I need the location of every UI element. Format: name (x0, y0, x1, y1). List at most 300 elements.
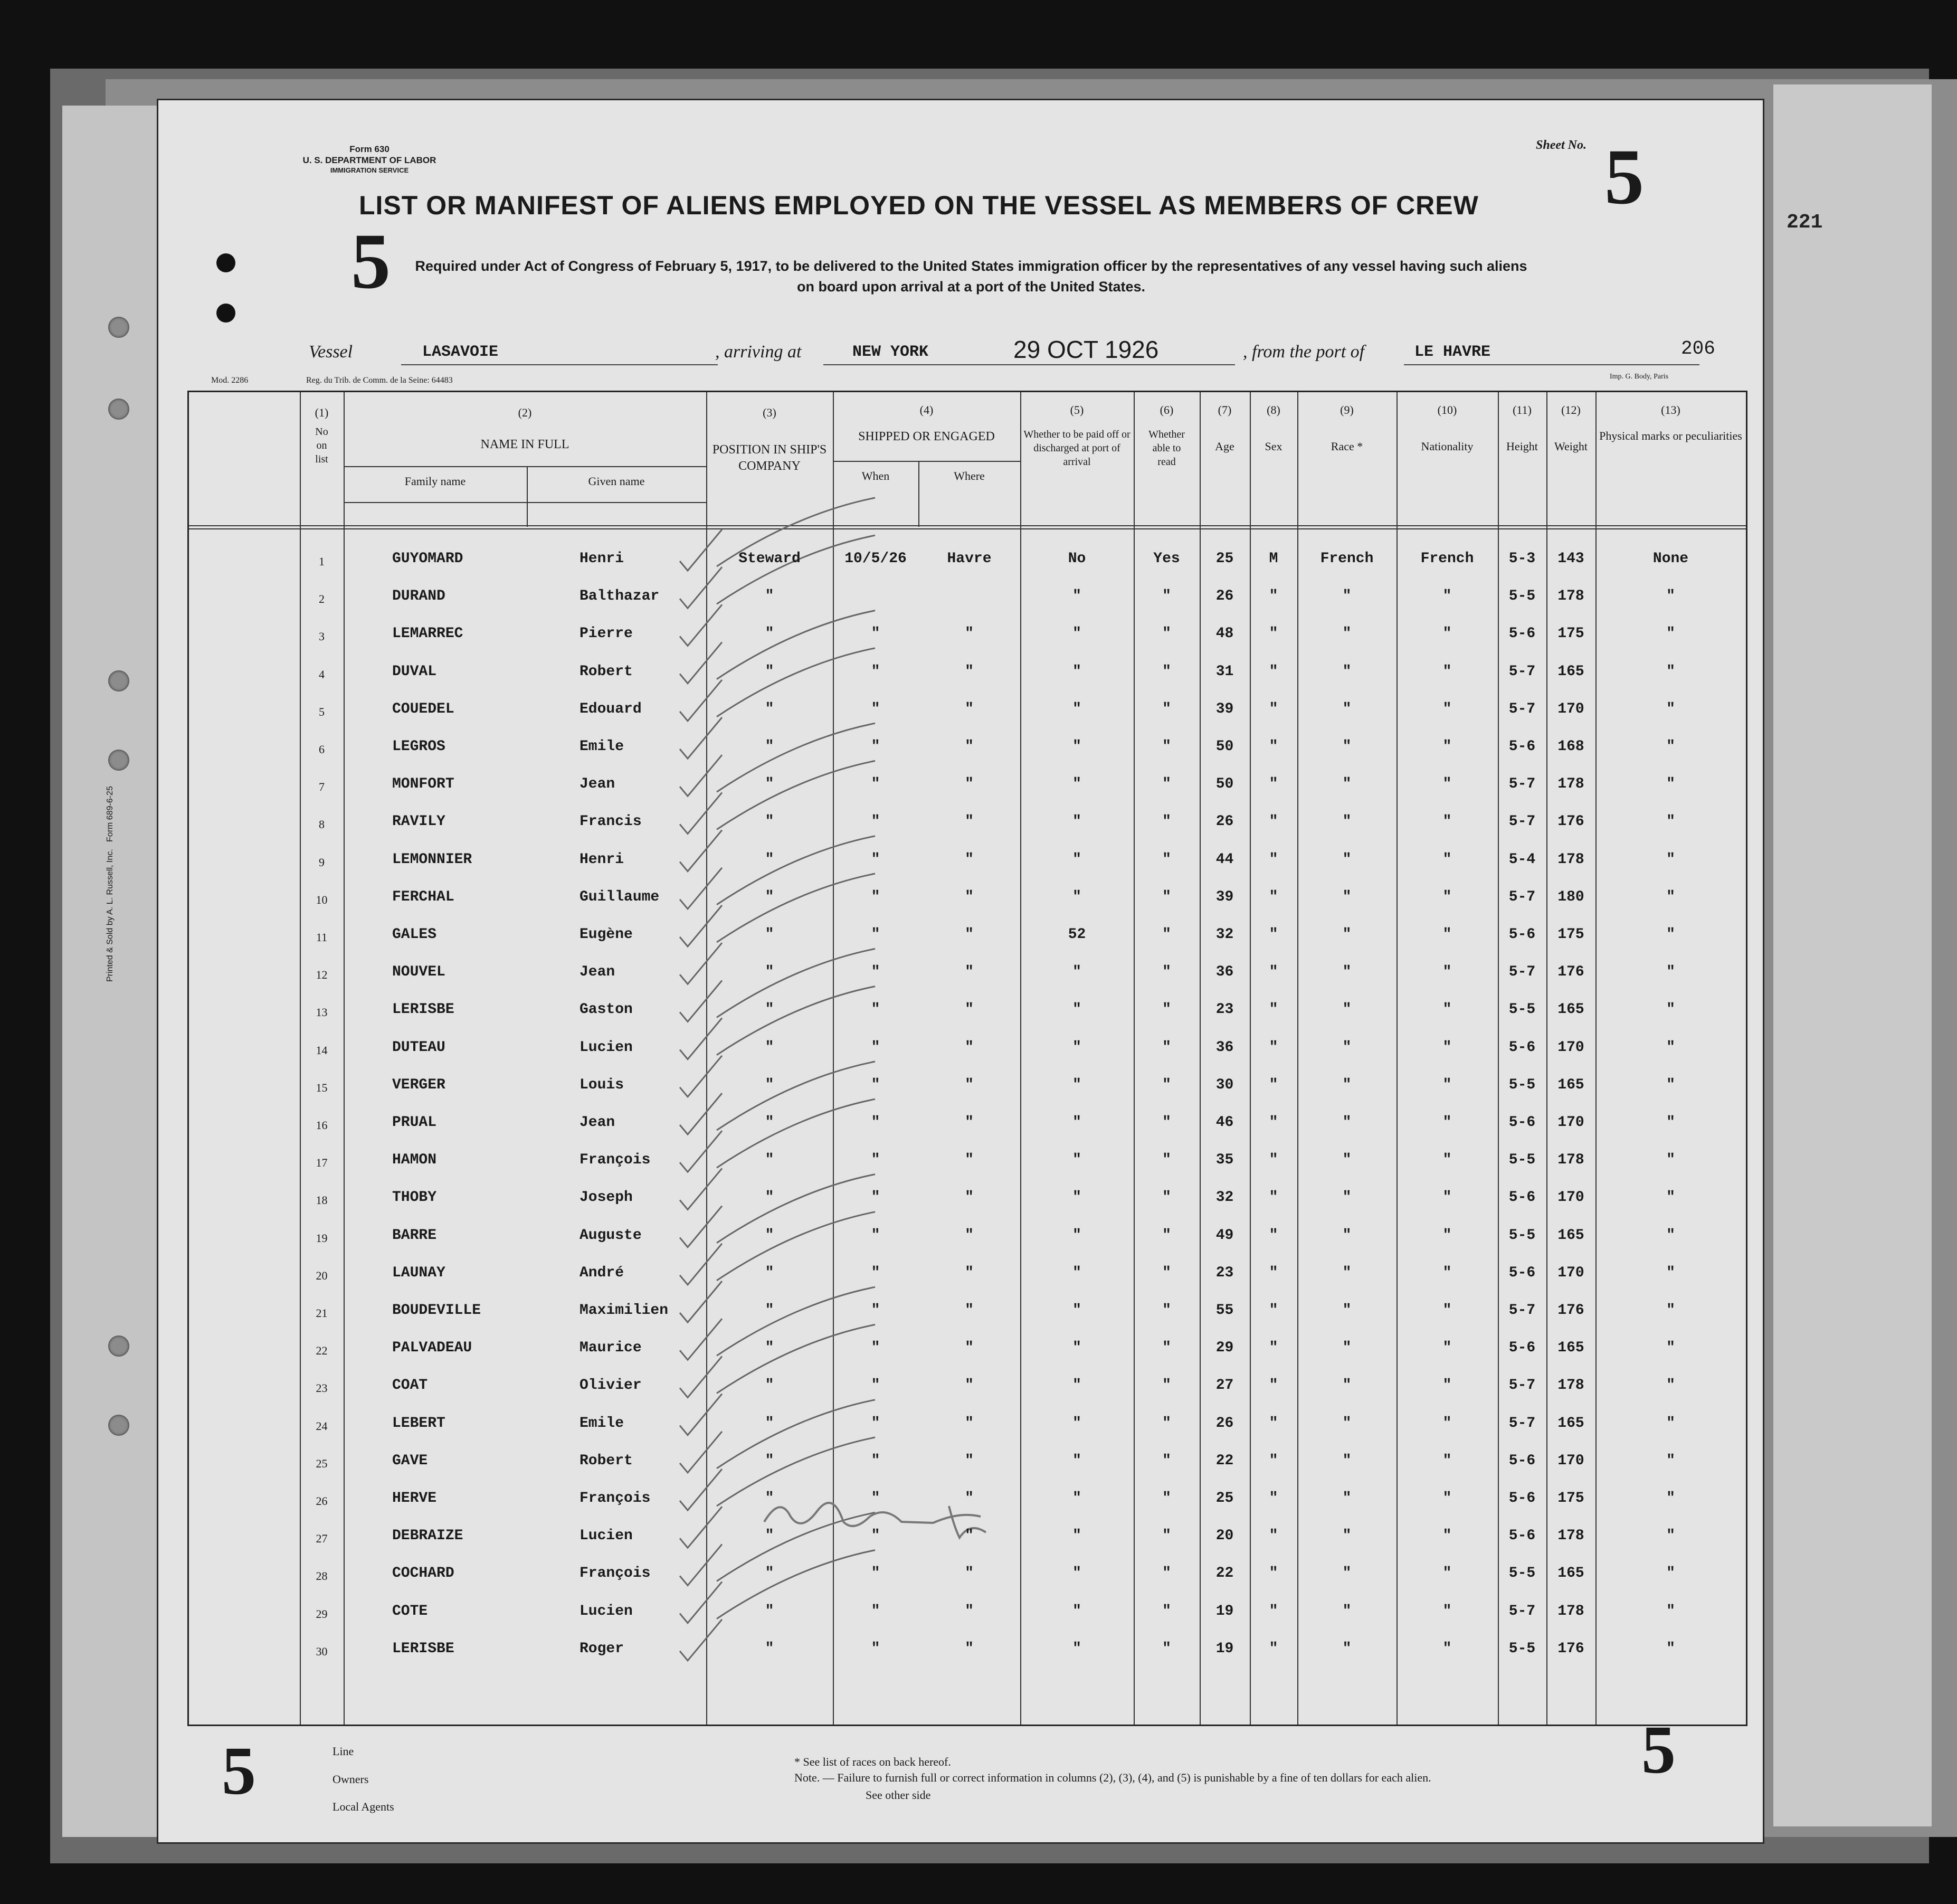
cell-no: 24 (316, 1419, 328, 1433)
sheet-number: 5 (1604, 133, 1644, 221)
cell-physical-marks: " (1666, 626, 1675, 642)
cell-height: 5-7 (1508, 813, 1536, 830)
owners-label: Owners (332, 1773, 369, 1786)
cell-weight: 180 (1557, 888, 1584, 905)
cell-able-to-read: " (1162, 1490, 1171, 1507)
cell-sex: " (1269, 663, 1278, 680)
cell-able-to-read: " (1162, 776, 1171, 793)
cell-able-to-read: " (1162, 1528, 1171, 1545)
col-number: (4) (919, 403, 934, 416)
cell-no: 15 (316, 1081, 328, 1094)
cell-race: " (1342, 1565, 1352, 1582)
cell-sex: " (1269, 1377, 1278, 1394)
col-number: (12) (1561, 403, 1581, 416)
cell-nationality: " (1442, 1114, 1452, 1131)
cell-height: 5-6 (1508, 1490, 1536, 1507)
cell-where: Havre (947, 551, 992, 567)
cell-given-name: François (580, 1565, 651, 1582)
cell-race: " (1342, 663, 1352, 680)
cell-nationality: " (1442, 1640, 1452, 1657)
cell-no: 20 (316, 1268, 328, 1282)
cell-weight: 178 (1557, 1377, 1584, 1394)
cell-where: " (965, 964, 974, 981)
cell-nationality: " (1442, 1152, 1452, 1169)
cell-family-name: COAT (392, 1377, 428, 1394)
arriving-underline (823, 364, 1235, 365)
cell-family-name: LEMONNIER (392, 851, 472, 868)
cell-race: " (1342, 1076, 1352, 1093)
cell-position: " (765, 1603, 774, 1619)
local-agents-label: Local Agents (332, 1800, 394, 1813)
cell-weight: 175 (1557, 1490, 1584, 1507)
cell-physical-marks: " (1666, 964, 1675, 981)
cell-height: 5-7 (1508, 776, 1536, 793)
cell-physical-marks: " (1666, 1302, 1675, 1319)
cell-family-name: DUTEAU (392, 1039, 445, 1056)
cell-family-name: BARRE (392, 1227, 437, 1244)
cell-race: " (1342, 700, 1352, 717)
cell-family-name: COCHARD (392, 1565, 454, 1582)
cell-sex: " (1269, 851, 1278, 868)
cell-nationality: " (1442, 1565, 1452, 1582)
from-underline (1404, 364, 1699, 365)
cell-position: " (765, 1302, 774, 1319)
cell-sex: " (1269, 1528, 1278, 1545)
crew-manifest-table (187, 391, 1747, 1726)
cell-given-name: Auguste (580, 1227, 642, 1244)
cell-no: 4 (319, 667, 325, 681)
cell-physical-marks: " (1666, 1603, 1675, 1619)
cell-position: " (765, 1565, 774, 1582)
cell-position: " (765, 700, 774, 717)
cell-weight: 178 (1557, 1603, 1584, 1619)
cell-paid-off: " (1072, 1528, 1081, 1545)
cell-age: 39 (1215, 700, 1234, 717)
cell-no: 28 (316, 1569, 328, 1583)
cell-weight: 170 (1557, 1189, 1584, 1206)
cell-paid-off: " (1072, 738, 1081, 755)
cell-family-name: COTE (392, 1603, 428, 1619)
cell-able-to-read: " (1162, 626, 1171, 642)
cell-able-to-read: " (1162, 738, 1171, 755)
side-print-text: Printed & Sold by A. L. Russell, Inc. (106, 849, 115, 982)
vessel-label: Vessel (309, 342, 353, 362)
cell-physical-marks: " (1666, 1039, 1675, 1056)
cell-age: 26 (1215, 813, 1234, 830)
cell-physical-marks: " (1666, 1189, 1675, 1206)
punch-hole (108, 399, 129, 420)
cell-position: " (765, 851, 774, 868)
cell-physical-marks: " (1666, 700, 1675, 717)
cell-nationality: " (1442, 851, 1452, 868)
cell-nationality: " (1442, 964, 1452, 981)
cell-where: " (965, 1076, 974, 1093)
cell-physical-marks: " (1666, 851, 1675, 868)
sheet-label: Sheet No. (1536, 138, 1586, 152)
col-given-header: Given name (588, 475, 645, 488)
punch-hole (108, 1335, 129, 1357)
cell-family-name: RAVILY (392, 813, 445, 830)
cell-paid-off: " (1072, 626, 1081, 642)
col-label: Nationality (1421, 439, 1474, 453)
cell-where: " (965, 1302, 974, 1319)
col-number: (13) (1661, 403, 1680, 416)
col-label: No on list (315, 425, 328, 465)
cell-physical-marks: " (1666, 1227, 1675, 1244)
col-label: Age (1215, 439, 1234, 453)
footnote-penalty: Note. — Failure to furnish full or correct information in columns (2), (3), (4), and (5) is punishable by a fine of ten dollars for each alien. (794, 1771, 1431, 1784)
cell-sex: " (1269, 1640, 1278, 1657)
cell-where: " (965, 1189, 974, 1206)
cell-no: 13 (316, 1006, 328, 1019)
cell-no: 7 (319, 780, 325, 794)
col-family-header: Family name (404, 475, 466, 488)
cell-given-name: François (580, 1152, 651, 1169)
cell-where: " (965, 1340, 974, 1357)
cell-no: 12 (316, 968, 328, 982)
cell-no: 5 (319, 705, 325, 718)
cell-family-name: LERISBE (392, 1001, 454, 1018)
cell-able-to-read: " (1162, 1565, 1171, 1582)
cell-able-to-read: " (1162, 1189, 1171, 1206)
cell-able-to-read: " (1162, 1001, 1171, 1018)
cell-weight: 165 (1557, 1340, 1584, 1357)
cell-weight: 176 (1557, 1640, 1584, 1657)
punch-hole (216, 253, 235, 272)
cell-given-name: Edouard (580, 700, 642, 717)
cell-where: " (965, 663, 974, 680)
cell-nationality: " (1442, 626, 1452, 642)
from-label: , from the port of (1243, 342, 1365, 362)
cell-height: 5-7 (1508, 964, 1536, 981)
cell-no: 18 (316, 1193, 328, 1207)
cell-family-name: HERVE (392, 1490, 437, 1507)
cell-family-name: LEGROS (392, 738, 445, 755)
cell-nationality: " (1442, 1603, 1452, 1619)
footnote-other-side: See other side (866, 1788, 931, 1802)
printer: Imp. G. Body, Paris (1610, 373, 1669, 381)
cell-no: 19 (316, 1231, 328, 1245)
cell-no: 22 (316, 1344, 328, 1358)
cell-position: " (765, 888, 774, 905)
cell-weight: 170 (1557, 1039, 1584, 1056)
cell-height: 5-5 (1508, 1640, 1536, 1657)
cell-no: 16 (316, 1119, 328, 1132)
cell-age: 39 (1215, 888, 1234, 905)
cell-family-name: PRUAL (392, 1114, 437, 1131)
cell-physical-marks: " (1666, 588, 1675, 605)
cell-weight: 175 (1557, 626, 1584, 642)
cell-race: " (1342, 1490, 1352, 1507)
cell-able-to-read: " (1162, 1302, 1171, 1319)
cell-position: " (765, 1076, 774, 1093)
cell-able-to-read: " (1162, 1452, 1171, 1469)
cell-race: " (1342, 1452, 1352, 1469)
cell-physical-marks: " (1666, 1264, 1675, 1281)
cell-age: 19 (1215, 1603, 1234, 1619)
cell-where: " (965, 738, 974, 755)
cell-age: 46 (1215, 1114, 1234, 1131)
cell-age: 36 (1215, 1039, 1234, 1056)
cell-nationality: " (1442, 700, 1452, 717)
cell-when: " (871, 1565, 880, 1582)
cell-sex: " (1269, 813, 1278, 830)
cell-when: " (871, 1415, 880, 1432)
cell-race: " (1342, 1640, 1352, 1657)
page-number: 206 (1681, 338, 1715, 359)
cell-race: " (1342, 964, 1352, 981)
cell-age: 20 (1215, 1528, 1234, 1545)
cell-race: French (1320, 551, 1374, 567)
cell-where: " (965, 1528, 974, 1545)
background-page-right (1773, 84, 1932, 1826)
cell-physical-marks: " (1666, 1452, 1675, 1469)
cell-physical-marks: " (1666, 663, 1675, 680)
cell-height: 5-4 (1508, 851, 1536, 868)
cell-when: " (871, 1152, 880, 1169)
cell-family-name: PALVADEAU (392, 1340, 472, 1357)
cell-able-to-read: " (1162, 663, 1171, 680)
cell-no: 30 (316, 1644, 328, 1658)
cell-race: " (1342, 588, 1352, 605)
cell-age: 44 (1215, 851, 1234, 868)
col-label: NAME IN FULL (480, 437, 569, 451)
cell-physical-marks: " (1666, 1640, 1675, 1657)
cell-position: " (765, 776, 774, 793)
cell-physical-marks: " (1666, 1415, 1675, 1432)
arriving-at: NEW YORK (852, 343, 929, 361)
cell-weight: 170 (1557, 1114, 1584, 1131)
cell-no: 23 (316, 1381, 328, 1395)
cell-height: 5-5 (1508, 1227, 1536, 1244)
cell-given-name: Jean (580, 776, 615, 793)
cell-able-to-read: " (1162, 888, 1171, 905)
cell-weight: 178 (1557, 1152, 1584, 1169)
cell-no: 26 (316, 1494, 328, 1508)
cell-sex: " (1269, 1340, 1278, 1357)
cell-age: 25 (1215, 1490, 1234, 1507)
cell-age: 25 (1215, 551, 1234, 567)
mod-number: Mod. 2286 (211, 376, 249, 385)
cell-when: " (871, 888, 880, 905)
cell-position: " (765, 1264, 774, 1281)
cell-nationality: " (1442, 813, 1452, 830)
cell-position: " (765, 1377, 774, 1394)
cell-age: 55 (1215, 1302, 1234, 1319)
cell-paid-off: " (1072, 1001, 1081, 1018)
cell-when: " (871, 1528, 880, 1545)
cell-paid-off: " (1072, 888, 1081, 905)
cell-given-name: Pierre (580, 626, 633, 642)
cell-where: " (965, 926, 974, 943)
cell-age: 22 (1215, 1565, 1234, 1582)
cell-where: " (965, 1114, 974, 1131)
cell-age: 32 (1215, 926, 1234, 943)
cell-given-name: Jean (580, 1114, 615, 1131)
cell-nationality: " (1442, 776, 1452, 793)
arriving-label: , arriving at (715, 342, 802, 362)
cell-no: 14 (316, 1043, 328, 1057)
cell-given-name: Gaston (580, 1001, 633, 1018)
cell-paid-off: No (1068, 551, 1086, 567)
cell-position: " (765, 1189, 774, 1206)
cell-family-name: MONFORT (392, 776, 454, 793)
cell-position: " (765, 964, 774, 981)
cell-paid-off: " (1072, 1452, 1081, 1469)
cell-height: 5-6 (1508, 926, 1536, 943)
cell-family-name: DUVAL (392, 663, 437, 680)
cell-height: 5-6 (1508, 1039, 1536, 1056)
cell-paid-off: " (1072, 1152, 1081, 1169)
cell-sex: " (1269, 1076, 1278, 1093)
cell-sex: " (1269, 1001, 1278, 1018)
page-title: LIST OR MANIFEST OF ALIENS EMPLOYED ON THE VESSEL AS MEMBERS OF CREW (359, 191, 1479, 220)
cell-no: 10 (316, 893, 328, 906)
col-where-header: Where (954, 469, 985, 482)
cell-physical-marks: " (1666, 1340, 1675, 1357)
cell-where: " (965, 1640, 974, 1657)
cell-family-name: LEBERT (392, 1415, 445, 1432)
cell-given-name: Olivier (580, 1377, 642, 1394)
cell-weight: 165 (1557, 663, 1584, 680)
col-label: Sex (1265, 439, 1282, 453)
cell-height: 5-7 (1508, 663, 1536, 680)
cell-sex: " (1269, 1603, 1278, 1619)
cell-sex: " (1269, 1039, 1278, 1056)
cell-height: 5-6 (1508, 738, 1536, 755)
cell-position: " (765, 663, 774, 680)
cell-given-name: Jean (580, 964, 615, 981)
cell-paid-off: " (1072, 700, 1081, 717)
cell-height: 5-6 (1508, 1340, 1536, 1357)
cell-paid-off: " (1072, 1603, 1081, 1619)
cell-weight: 176 (1557, 813, 1584, 830)
cell-given-name: Maximilien (580, 1302, 669, 1319)
date-stamp: 29 OCT 1926 (1013, 336, 1159, 363)
cell-where: " (965, 1490, 974, 1507)
cell-given-name: Emile (580, 738, 624, 755)
cell-age: 19 (1215, 1640, 1234, 1657)
cell-family-name: LERISBE (392, 1640, 454, 1657)
col-number: (2) (518, 406, 532, 419)
cell-position: " (765, 1001, 774, 1018)
cell-height: 5-7 (1508, 1415, 1536, 1432)
cell-race: " (1342, 738, 1352, 755)
cell-where: " (965, 1603, 974, 1619)
cell-able-to-read: " (1162, 1039, 1171, 1056)
cell-where: " (965, 1152, 974, 1169)
cell-sex: " (1269, 1227, 1278, 1244)
footer-number-right: 5 (1641, 1712, 1676, 1788)
cell-race: " (1342, 1528, 1352, 1545)
cell-able-to-read: " (1162, 926, 1171, 943)
cell-able-to-read: " (1162, 1264, 1171, 1281)
cell-sex: " (1269, 1565, 1278, 1582)
cell-when: " (871, 738, 880, 755)
punch-hole (108, 670, 129, 691)
col-number: (9) (1340, 403, 1354, 416)
cell-weight: 176 (1557, 964, 1584, 981)
cell-given-name: Balthazar (580, 588, 660, 605)
cell-weight: 170 (1557, 1452, 1584, 1469)
col-number: (6) (1160, 403, 1174, 416)
cell-paid-off: 52 (1068, 926, 1086, 943)
required-text (285, 256, 1657, 297)
cell-able-to-read: " (1162, 813, 1171, 830)
cell-physical-marks: " (1666, 1565, 1675, 1582)
cell-sex: " (1269, 1302, 1278, 1319)
cell-when: " (871, 776, 880, 793)
cell-given-name: Roger (580, 1640, 624, 1657)
cell-age: 48 (1215, 626, 1234, 642)
col-label: SHIPPED OR ENGAGED (858, 429, 995, 443)
cell-weight: 178 (1557, 851, 1584, 868)
cell-able-to-read: " (1162, 1415, 1171, 1432)
cell-race: " (1342, 1377, 1352, 1394)
cell-no: 21 (316, 1306, 328, 1320)
cell-family-name: DEBRAIZE (392, 1528, 463, 1545)
cell-when: " (871, 926, 880, 943)
registration: Reg. du Trib. de Comm. de la Seine: 64483 (306, 376, 453, 385)
cell-height: 5-5 (1508, 1076, 1536, 1093)
cell-age: 50 (1215, 738, 1234, 755)
cell-where: " (965, 626, 974, 642)
cell-physical-marks: " (1666, 738, 1675, 755)
cell-when: " (871, 1114, 880, 1131)
cell-nationality: " (1442, 1415, 1452, 1432)
cell-sex: " (1269, 1264, 1278, 1281)
cell-age: 26 (1215, 588, 1234, 605)
cell-where: " (965, 1227, 974, 1244)
cell-weight: 176 (1557, 1302, 1584, 1319)
cell-age: 49 (1215, 1227, 1234, 1244)
cell-family-name: GUYOMARD (392, 551, 463, 567)
cell-sex: " (1269, 888, 1278, 905)
col-number: (8) (1267, 403, 1280, 416)
vessel-underline (401, 364, 718, 365)
punch-hole (108, 1415, 129, 1436)
cell-height: 5-5 (1508, 588, 1536, 605)
cell-age: 29 (1215, 1340, 1234, 1357)
col-number: (7) (1218, 403, 1232, 416)
cell-height: 5-6 (1508, 1189, 1536, 1206)
cell-nationality: " (1442, 1001, 1452, 1018)
cell-when: " (871, 1076, 880, 1093)
cell-able-to-read: " (1162, 1340, 1171, 1357)
cell-nationality: " (1442, 1528, 1452, 1545)
cell-position: " (765, 1640, 774, 1657)
cell-nationality: " (1442, 1340, 1452, 1357)
cell-when: " (871, 1340, 880, 1357)
cell-physical-marks: " (1666, 888, 1675, 905)
cell-age: 50 (1215, 776, 1234, 793)
cell-weight: 165 (1557, 1565, 1584, 1582)
cell-nationality: " (1442, 1227, 1452, 1244)
cell-able-to-read: " (1162, 1076, 1171, 1093)
side-print-form: Form 689-6-25 (106, 786, 115, 842)
cell-position: " (765, 1152, 774, 1169)
cell-physical-marks: " (1666, 776, 1675, 793)
cell-race: " (1342, 1415, 1352, 1432)
cell-no: 9 (319, 855, 325, 869)
required-line-1: Required under Act of Congress of February 5, 1917, to be delivered to the United States immigration officer by the representatives of any vessel having such aliens (415, 258, 1527, 274)
col-number: (5) (1070, 403, 1084, 416)
col-label: POSITION IN SHIP'S COMPANY (712, 442, 827, 473)
cell-given-name: Maurice (580, 1340, 642, 1357)
required-line-2: on board upon arrival at a port of the United States. (796, 279, 1146, 295)
cell-paid-off: " (1072, 1039, 1081, 1056)
cell-paid-off: " (1072, 776, 1081, 793)
